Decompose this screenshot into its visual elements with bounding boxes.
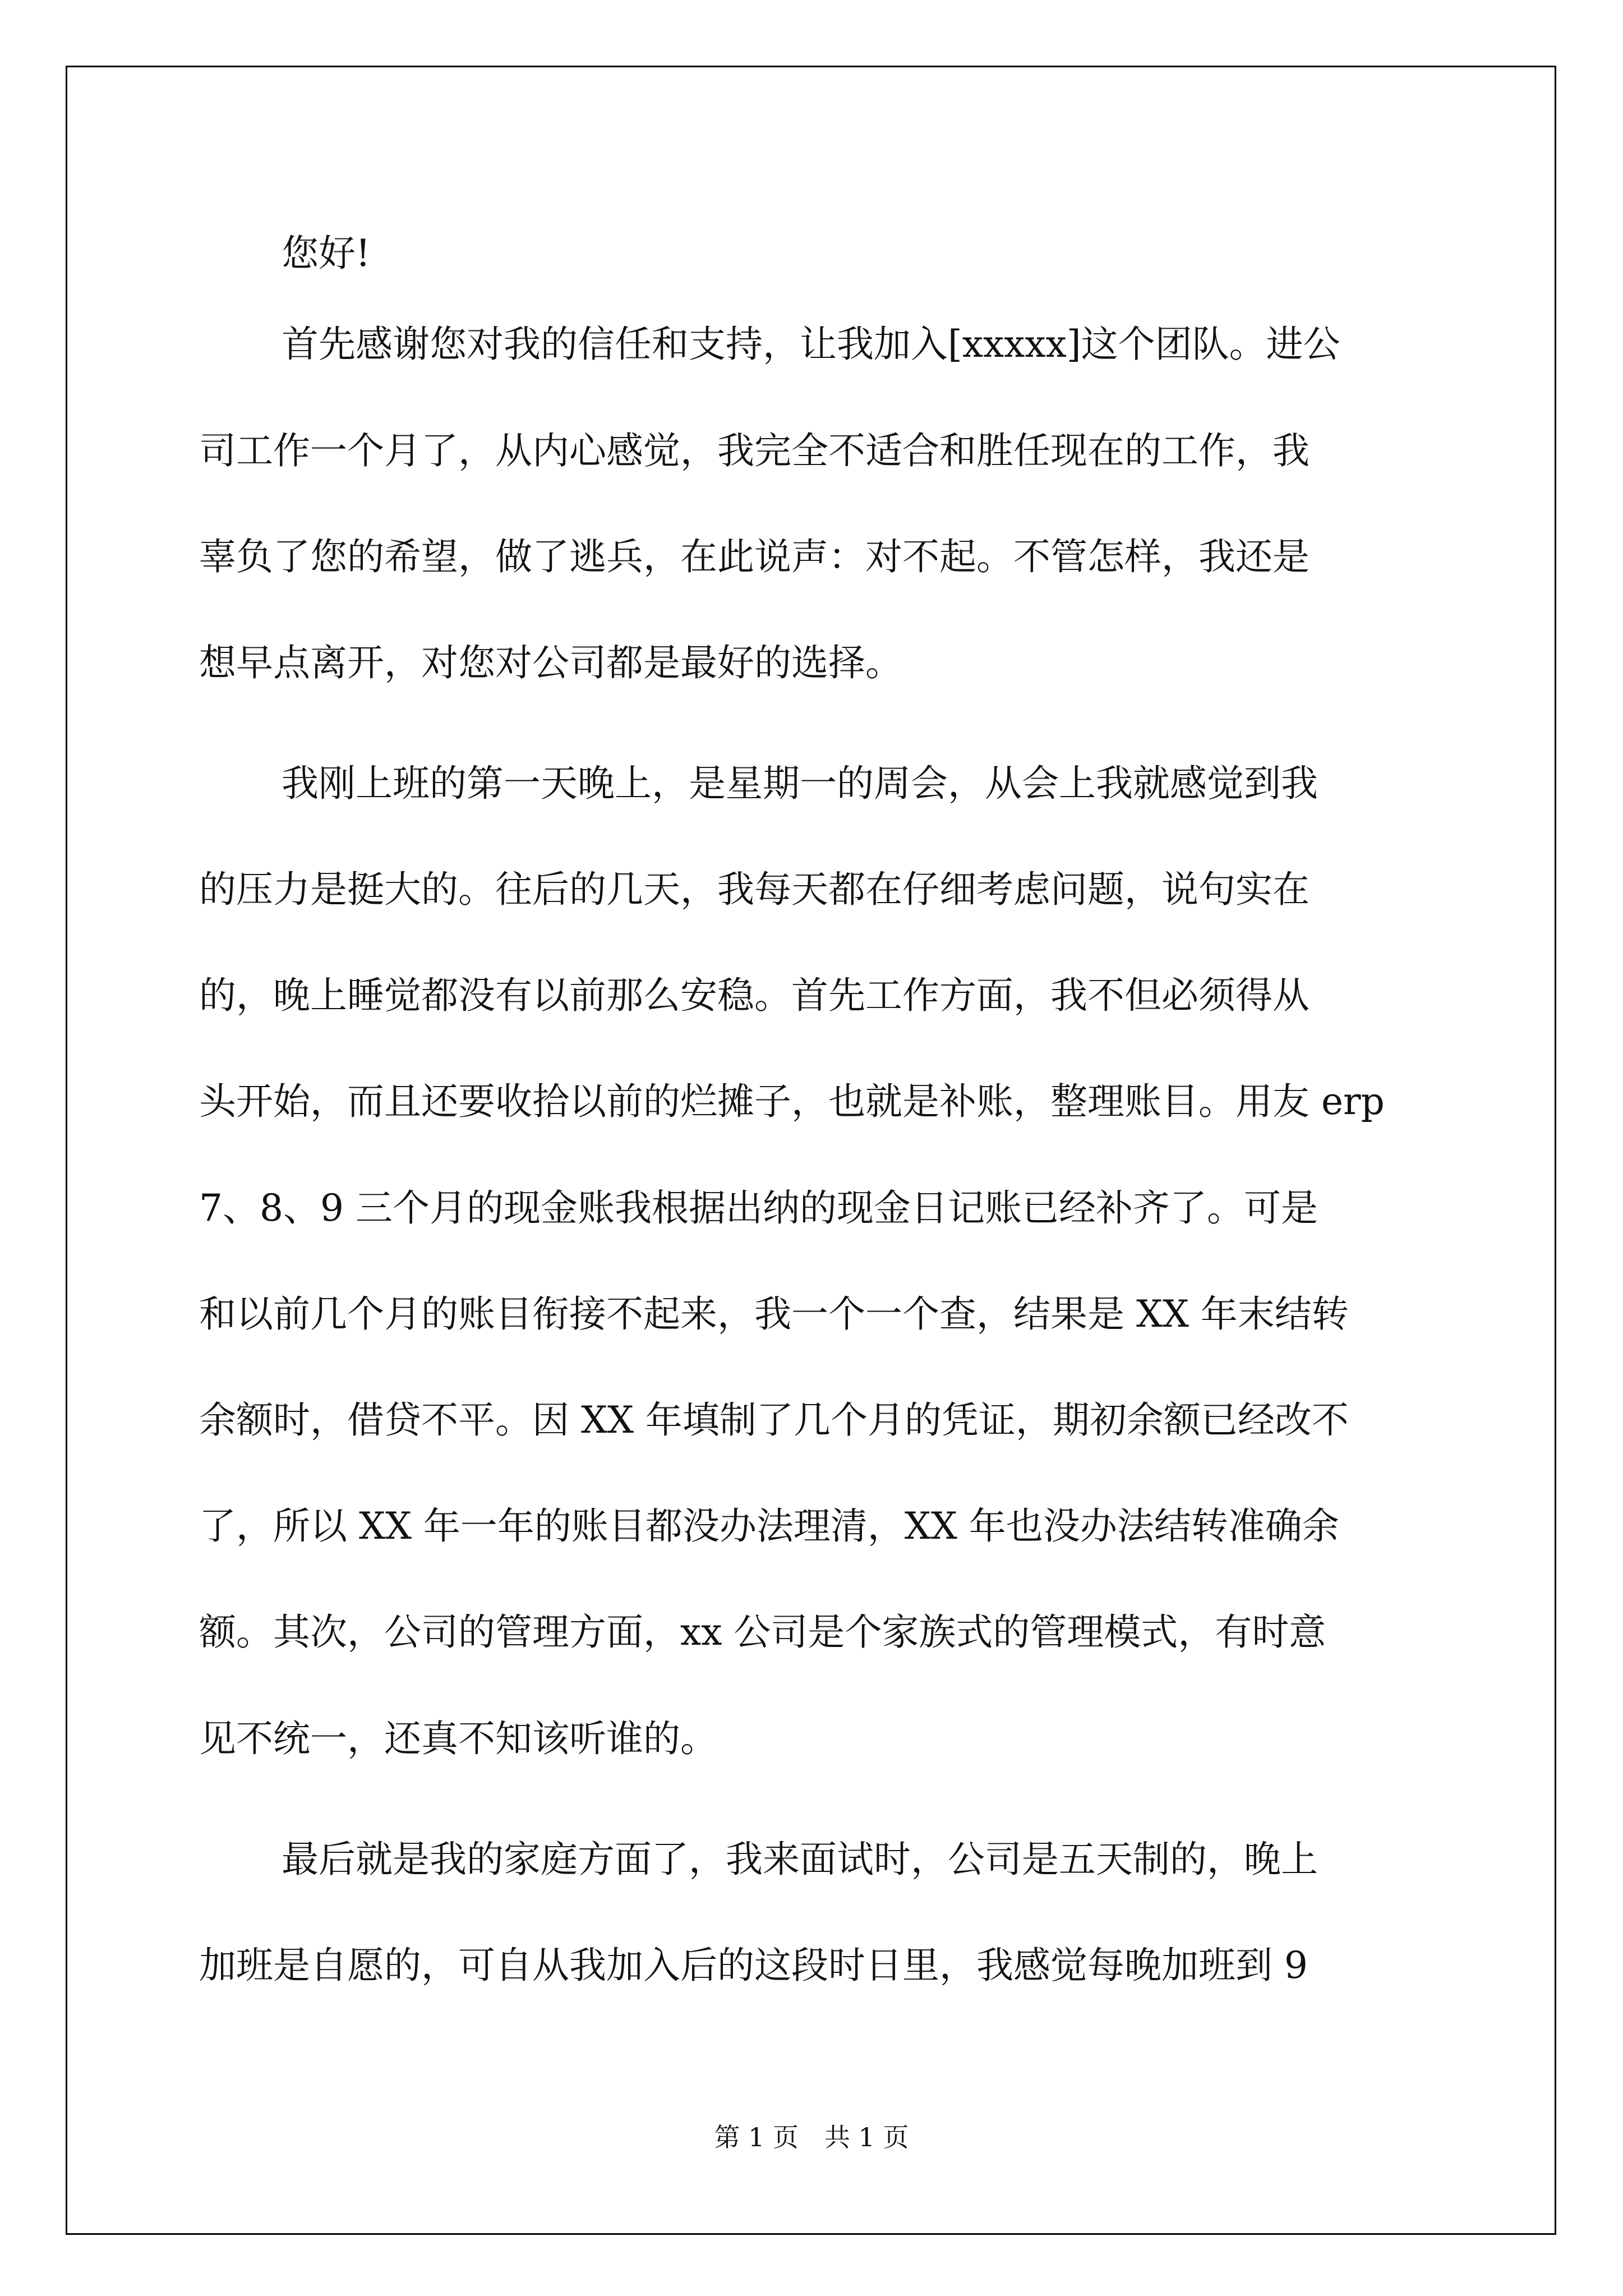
paragraph-line: 头开始，而且还要收拾以前的烂摊子，也就是补账，整理账目。用友 erp [199,1080,1385,1123]
paragraph-line: 额。其次，公司的管理方面，xx 公司是个家族式的管理模式，有时意 [199,1611,1326,1654]
paragraph-line: 首先感谢您对我的信任和支持，让我加入[xxxxx]这个团队。进公 [282,323,1340,366]
paragraph-line: 辜负了您的希望，做了逃兵，在此说声：对不起。不管怎样，我还是 [199,535,1310,578]
paragraph-line: 加班是自愿的，可自从我加入后的这段时日里，我感觉每晚加班到 9 [199,1944,1308,1987]
paragraph-line: 的压力是挺大的。往后的几天，我每天都在仔细考虑问题，说句实在 [199,868,1310,911]
paragraph-line: 7、8、9 三个月的现金账我根据出纳的现金日记账已经补齐了。可是 [199,1186,1318,1230]
paragraph-line: 了，所以 XX 年一年的账目都没办法理清，XX 年也没办法结转准确余 [199,1504,1339,1548]
paragraph-line: 见不统一，还真不知该听谁的。 [199,1717,717,1760]
paragraph-line: 最后就是我的家庭方面了，我来面试时，公司是五天制的，晚上 [282,1838,1318,1881]
greeting: 您好! [282,232,371,275]
paragraph-line: 和以前几个月的账目衔接不起来，我一个一个查，结果是 XX 年末结转 [199,1292,1349,1336]
paragraph-line: 想早点离开，对您对公司都是最好的选择。 [199,641,902,684]
paragraph-line: 我刚上班的第一天晚上，是星期一的周会，从会上我就感觉到我 [282,762,1318,805]
page-border [66,66,1556,2235]
paragraph-line: 的，晚上睡觉都没有以前那么安稳。首先工作方面，我不但必须得从 [199,974,1310,1017]
page-number-footer: 第 1 页 共 1 页 [714,2122,909,2152]
paragraph-line: 余额时，借贷不平。因 XX 年填制了几个月的凭证，期初余额已经改不 [199,1398,1349,1442]
paragraph-line: 司工作一个月了，从内心感觉，我完全不适合和胜任现在的工作，我 [199,429,1310,472]
